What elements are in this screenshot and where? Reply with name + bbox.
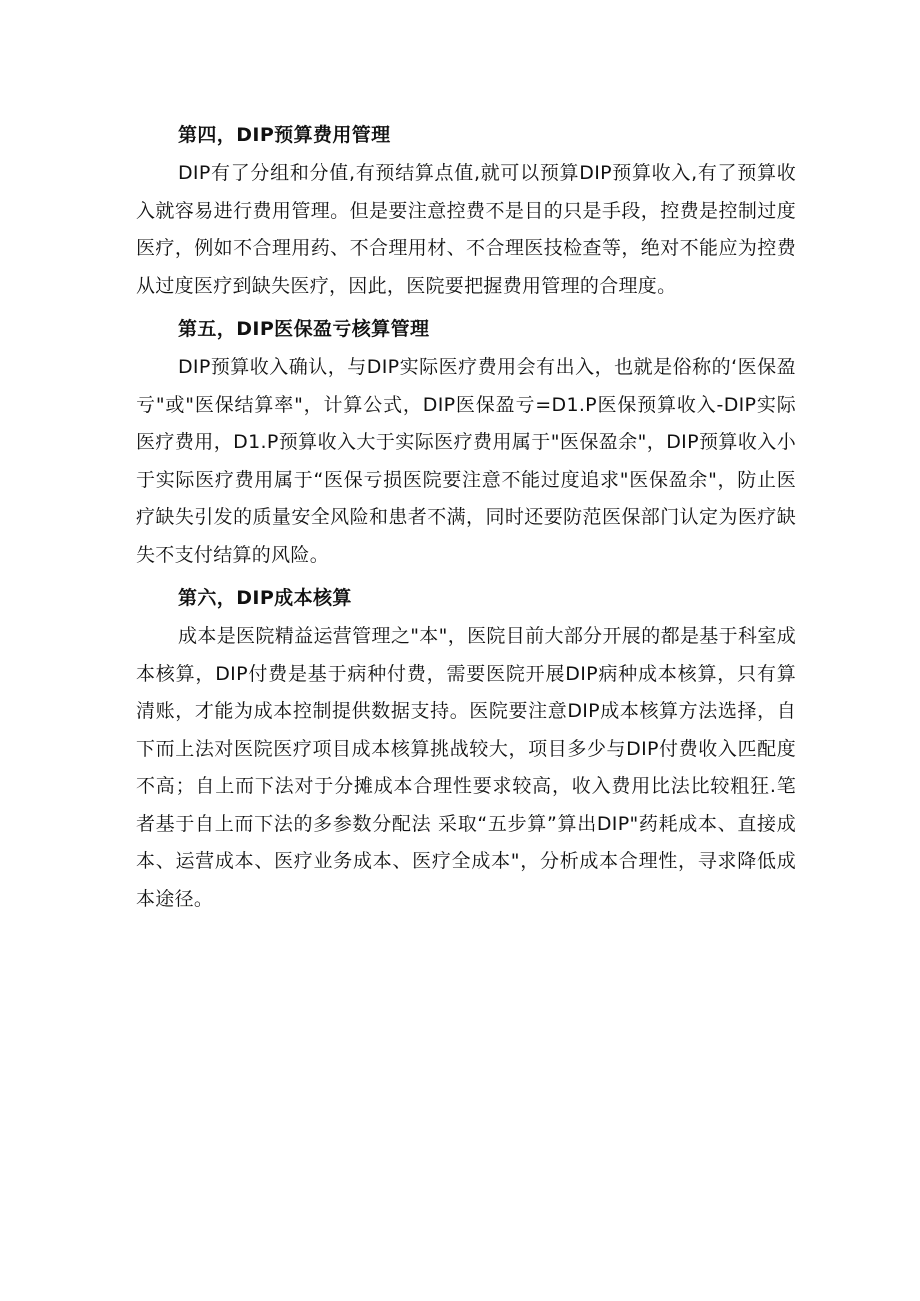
- section-paragraph: 成本是医院精益运营管理之"本"，医院目前大部分开展的都是基于科室成本核算，DIP付费是基于病种付费，需要医院开展DIP病种成本核算，只有算清账，才能为成本控制提供数据支持。医院要注意DIP成本核算方法选择，自下而上法对医院医疗项目成本核算挑战较大，项目多少与DIP付费收入匹配度不高；自上而下法对于分摊成本合理性要求较高，收入费用比法比较粗狂.笔者基于自上而下法的多参数分配法 采取“五步算”算出DIP"药耗成本、直接成本、运营成本、医疗业务成本、医疗全成本"，分析成本合理性，寻求降低成本途径。: [136, 625, 796, 910]
- section-heading: 第四，DIP预算费用管理: [178, 124, 391, 146]
- section-heading: 第五，DIP医保盈亏核算管理: [178, 318, 430, 340]
- section-budget-cost-management: [136, 115, 796, 305]
- document-body: [136, 115, 796, 918]
- section-insurance-profit-loss: [136, 309, 796, 574]
- section-paragraph: DIP有了分组和分值,有预结算点值,就可以预算DIP预算收入,有了预算收入就容易进行费用管理。但是要注意控费不是目的只是手段，控费是控制过度医疗，例如不合理用药、不合理用材、不合理医技检查等，绝对不能应为控费从过度医疗到缺失医疗，因此，医院要把握费用管理的合理度。: [136, 162, 796, 297]
- section-paragraph: DIP预算收入确认，与DIP实际医疗费用会有出入，也就是俗称的‘医保盈亏"或"医保结算率"，计算公式，DIP医保盈亏=D1.P医保预算收入-DIP实际医疗费用，D1.P预算收入大于实际医疗费用属于"医保盈余"，DIP预算收入小于实际医疗费用属于“医保亏损医院要注意不能过度追求"医保盈余"，防止医疗缺失引发的质量安全风险和患者不满，同时还要防范医保部门认定为医疗缺失不支付结算的风险。: [136, 356, 796, 566]
- section-heading: 第六，DIP成本核算: [178, 587, 352, 609]
- section-cost-accounting: [136, 578, 796, 918]
